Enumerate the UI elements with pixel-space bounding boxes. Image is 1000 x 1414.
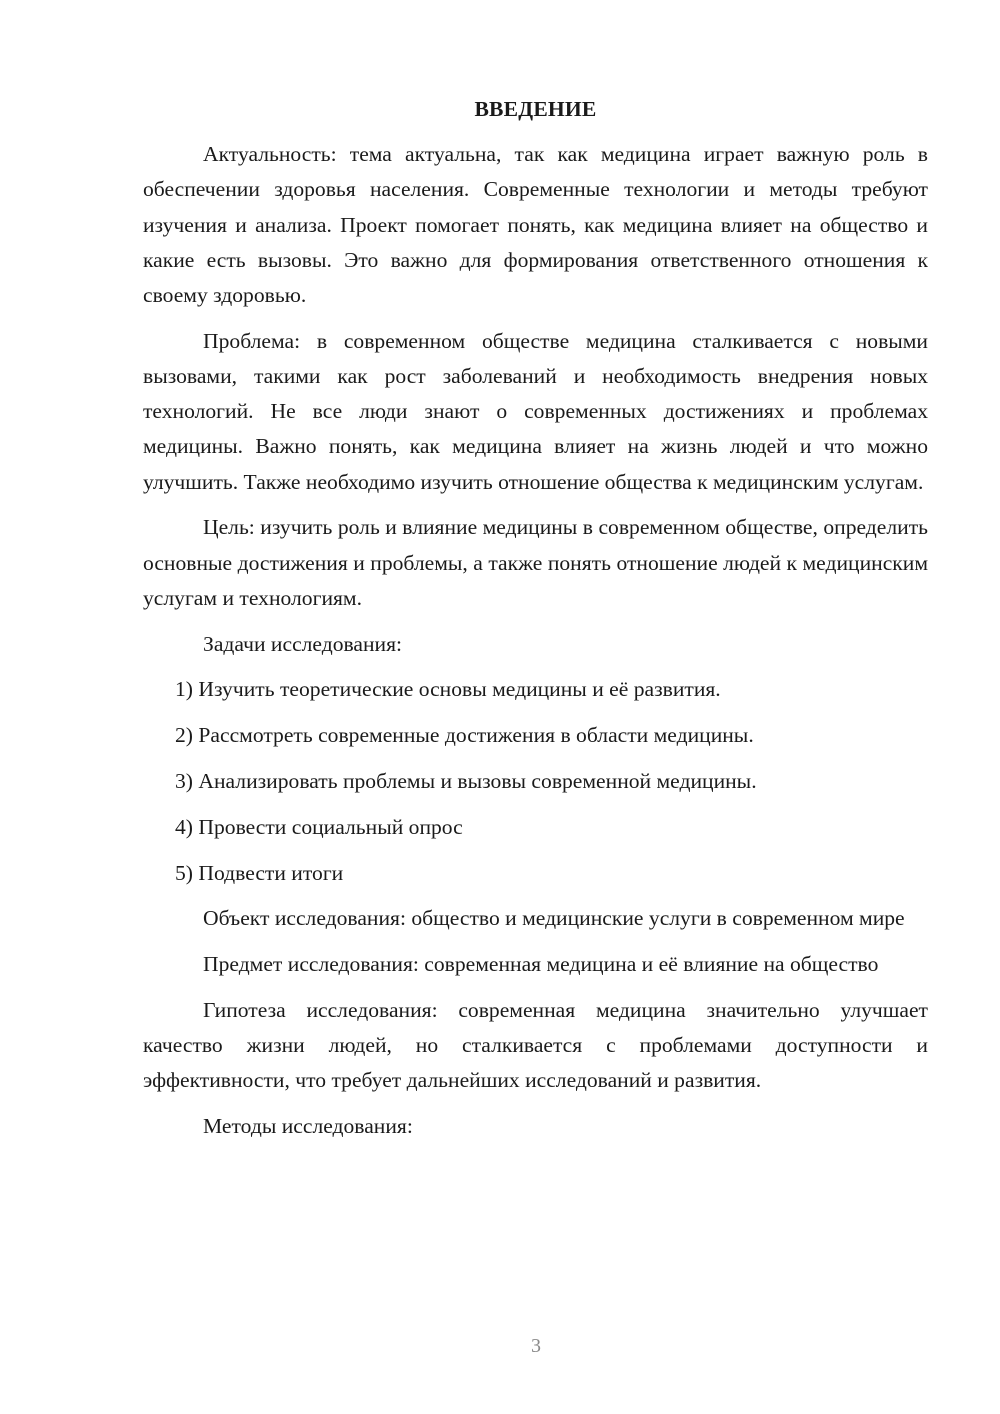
tasks-title: Задачи исследования: — [203, 631, 403, 656]
page-number: 3 — [531, 1335, 541, 1357]
subject-paragraph: Предмет исследования: современная медицина и её влияние на общество — [203, 952, 879, 977]
task-item: 5) Подвести итоги — [175, 860, 344, 885]
hypothesis-paragraph: Гипотеза исследования: современная медицина значительно улучшает качество жизни людей, но сталкивается с проблемами доступности и эффективности, что требует дальнейших исследований и развития. — [143, 998, 928, 1093]
task-item: 2) Рассмотреть современные достижения в области медицины. — [175, 723, 754, 748]
methods-title: Методы исследования: — [203, 1114, 413, 1139]
task-item: 1) Изучить теоретические основы медицины и её развития. — [175, 677, 721, 702]
problem-paragraph: Проблема: в современном обществе медицина сталкивается с новыми вызовами, такими как рост заболеваний и необходимость внедрения новых технологий. Не все люди знают о современных достижениях и проблемах медицины. Важно понять, как медицина влияет на жизнь людей и что можно улучшить. Также необходимо изучить отношение общества к медицинским услугам. — [143, 328, 928, 494]
object-paragraph: Объект исследования: общество и медицинские услуги в современном мире — [203, 906, 905, 931]
task-item: 3) Анализировать проблемы и вызовы современной медицины. — [175, 769, 757, 794]
goal-paragraph: Цель: изучить роль и влияние медицины в современном обществе, определить основные достижения и проблемы, а также понять отношение людей к медицинским услугам и технологиям. — [143, 515, 928, 610]
section-heading: ВВЕДЕНИЕ — [474, 97, 597, 121]
relevance-paragraph: Актуальность: тема актуальна, так как медицина играет важную роль в обеспечении здоровья населения. Современные технологии и методы требуют изучения и анализа. Проект помогает понять, как медицина влияет на общество и какие есть вызовы. Это важно для формирования ответственного отношения к своему здоровью. — [143, 142, 928, 308]
tasks-list — [143, 672, 928, 890]
task-item: 4) Провести социальный опрос — [175, 814, 463, 839]
page-content — [143, 92, 928, 1155]
